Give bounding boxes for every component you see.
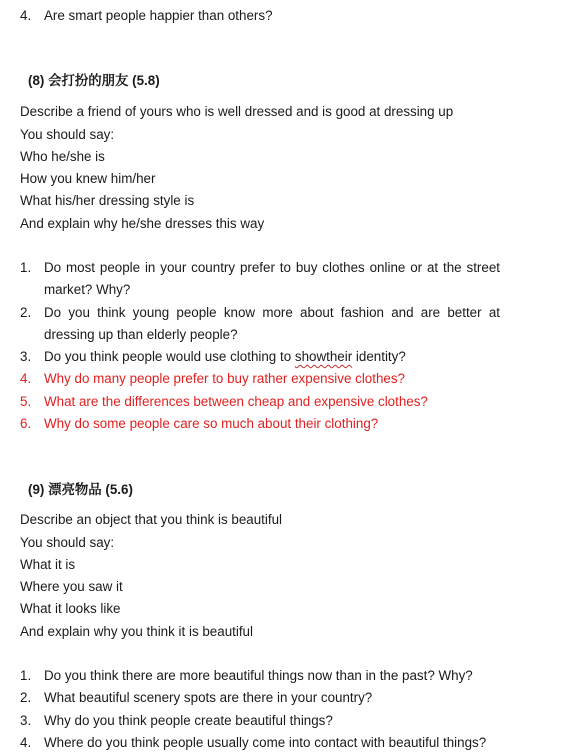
question-text-part: identity? xyxy=(352,349,406,364)
section8-prompt: Describe a friend of yours who is well dressed and is good at dressing up xyxy=(20,104,454,119)
spellcheck-flagged-word: showtheir xyxy=(294,349,353,364)
section8-question-number: 1. xyxy=(20,260,32,275)
section9-heading: (9) 漂亮物品 (5.6) xyxy=(28,482,133,497)
section8-cue-line: What his/her dressing style is xyxy=(20,193,195,208)
section8-question-text xyxy=(44,348,500,366)
section8-cue-line: Who he/she is xyxy=(20,149,105,164)
section8-question-text: Do most people in your country prefer to buy clothes online or at the street market? Why? xyxy=(44,260,500,297)
section8-question-number: 5. xyxy=(20,394,32,409)
question-text-part: Do you think people would use clothing to xyxy=(44,349,295,364)
section9-prompt: Describe an object that you think is beautiful xyxy=(20,512,283,527)
prev-question-text: Are smart people happier than others? xyxy=(44,8,273,23)
section8-question-text-highlighted: Why do many people prefer to buy rather expensive clothes? xyxy=(44,371,406,386)
section9-question-number: 2. xyxy=(20,690,32,705)
section9-cue-line: What it is xyxy=(20,557,76,572)
section8-question-text-highlighted: Why do some people care so much about their clothing? xyxy=(44,416,379,431)
section8-question-number: 6. xyxy=(20,416,32,431)
section8-question-number: 4. xyxy=(20,371,32,386)
section8-question-text: Do you think young people know more about fashion and are better at dressing up than elderly people? xyxy=(44,305,500,342)
section9-cue-line: What it looks like xyxy=(20,601,121,616)
section9-question-text: Do you think there are more beautiful things now than in the past? Why? xyxy=(44,668,473,683)
section9-cue-line: And explain why you think it is beautiful xyxy=(20,624,253,639)
section9-question-text: Why do you think people create beautiful things? xyxy=(44,713,333,728)
section9-question-text: Where do you think people usually come into contact with beautiful things? xyxy=(44,735,487,750)
section9-question-number: 3. xyxy=(20,713,32,728)
prev-question-number: 4. xyxy=(20,8,32,23)
section8-cue-line: You should say: xyxy=(20,127,115,142)
section9-question-number: 1. xyxy=(20,668,32,683)
section8-cue-line: And explain why he/she dresses this way xyxy=(20,216,265,231)
section9-question-text: What beautiful scenery spots are there in your country? xyxy=(44,690,373,705)
section9-question-number: 4. xyxy=(20,735,32,750)
section8-heading: (8) 会打扮的朋友 (5.8) xyxy=(28,73,160,88)
section9-cue-line: You should say: xyxy=(20,535,115,550)
section8-question-number: 2. xyxy=(20,305,32,320)
section8-question-text-highlighted: What are the differences between cheap and expensive clothes? xyxy=(44,394,428,409)
section8-cue-line: How you knew him/her xyxy=(20,171,156,186)
section8-question-number: 3. xyxy=(20,349,32,364)
section9-cue-line: Where you saw it xyxy=(20,579,123,594)
